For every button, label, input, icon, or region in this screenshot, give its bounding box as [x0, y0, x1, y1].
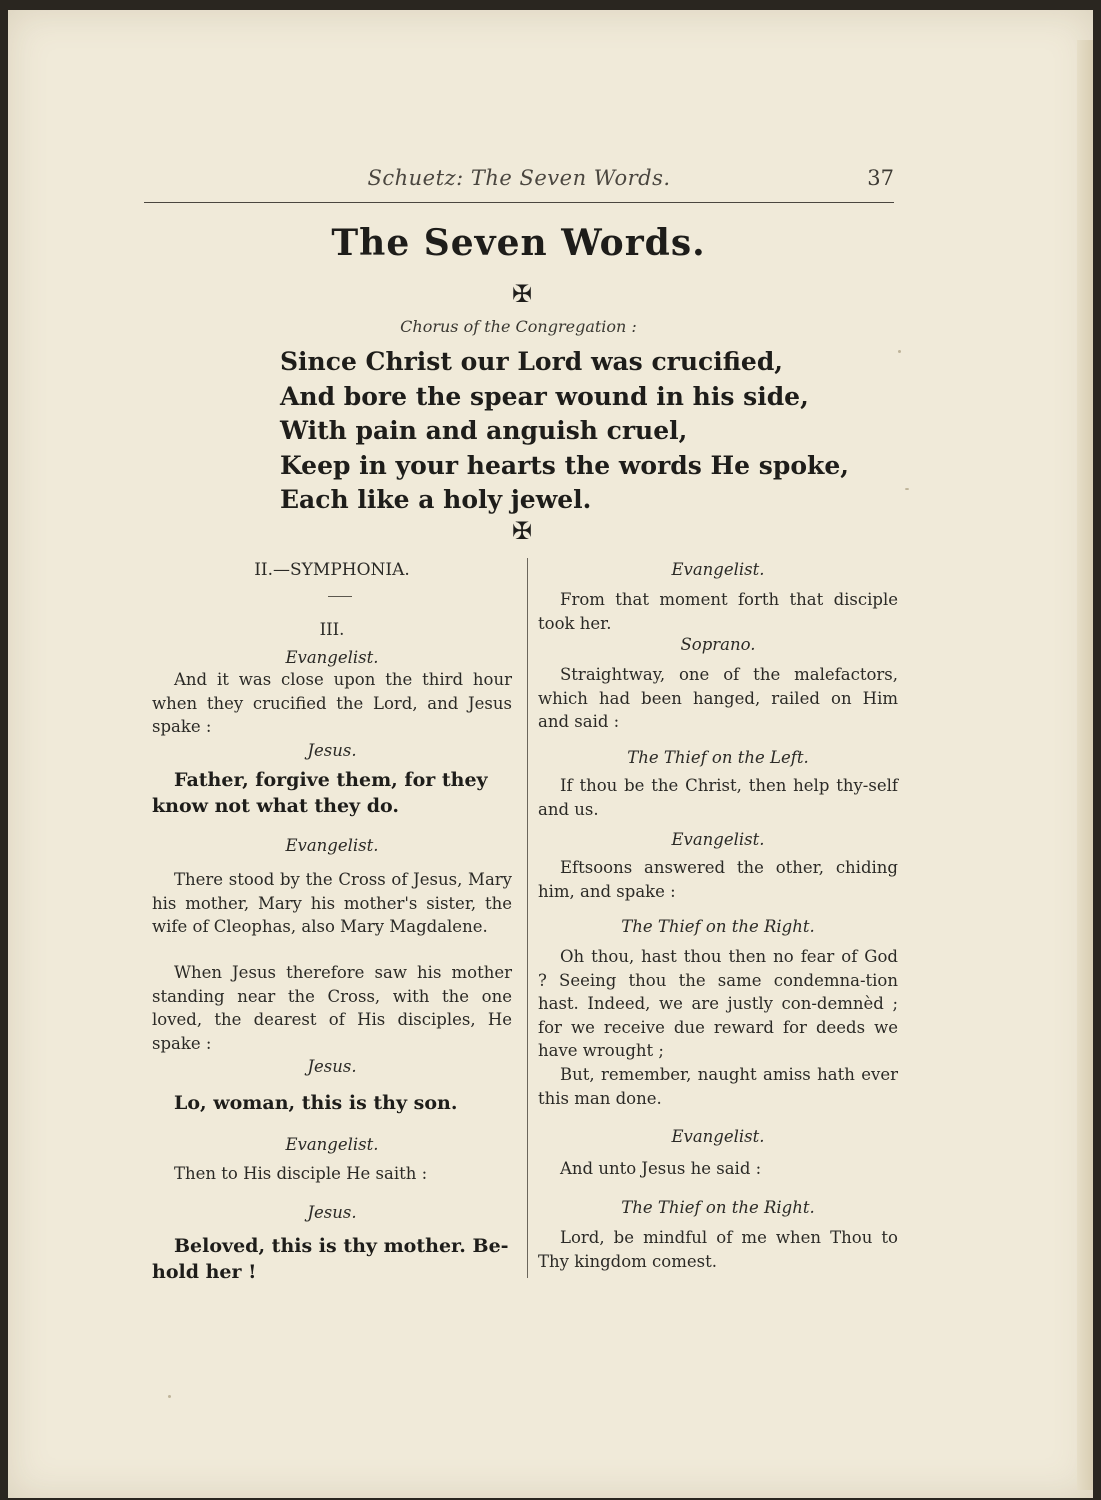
page-title: The Seven Words.	[331, 222, 706, 264]
passage-text: But, remember, naught amiss hath ever this man done.	[538, 1065, 898, 1108]
page-number: 37	[867, 166, 894, 190]
passage-text: Eftsoons answered the other, chiding him, and spake :	[538, 858, 898, 901]
page-edge	[1077, 40, 1093, 1490]
speaker-label: Evangelist.	[671, 830, 765, 849]
passage-text: Then to His disciple He saith :	[174, 1164, 428, 1183]
speaker-label: The Thief on the Right.	[621, 1198, 815, 1217]
cross-ornament-icon: ✠	[512, 517, 533, 545]
passage-text: And it was close upon the third hour when they crucified the Lord, and Jesus spake :	[152, 670, 512, 736]
passage-text: Oh thou, hast thou then no fear of God ? Seeing thou the same condemna-tion hast. Indeed, we are justly con-demnèd ; for we receive due reward for deeds we have wrought ;	[538, 947, 898, 1060]
passage-text: There stood by the Cross of Jesus, Mary his mother, Mary his mother's sister, the wife of Cleophas, also Mary Magdalene.	[152, 870, 512, 936]
passage-text: When Jesus therefore saw his mother standing near the Cross, with the one loved, the dearest of His disciples, He spake :	[152, 963, 512, 1053]
column-divider	[527, 558, 528, 1278]
chorus-verse	[280, 345, 880, 518]
running-head-title: Schuetz: The Seven Words.	[367, 166, 671, 190]
passage-text: From that moment forth that disciple took her.	[538, 590, 898, 633]
speaker-label: Evangelist.	[671, 1127, 765, 1146]
chorus-label: Chorus of the Congregation :	[400, 317, 637, 336]
speaker-label: Evangelist.	[285, 1135, 379, 1154]
speaker-label: The Thief on the Left.	[627, 748, 809, 767]
words-of-jesus: Lo, woman, this is thy son.	[174, 1092, 458, 1114]
paper-speck	[168, 1395, 171, 1398]
subsection-heading: III.	[319, 620, 345, 639]
passage-text: And unto Jesus he said :	[560, 1159, 762, 1178]
passage-text: Straightway, one of the malefactors, which had been hanged, railed on Him and said :	[538, 665, 898, 731]
chorus-line: And bore the spear wound in his side,	[280, 381, 809, 411]
speaker-label: Jesus.	[307, 1057, 357, 1076]
speaker-label: Jesus.	[307, 741, 357, 760]
speaker-label: The Thief on the Right.	[621, 917, 815, 936]
speaker-label: Evangelist.	[285, 836, 379, 855]
passage-text: Lord, be mindful of me when Thou to Thy kingdom comest.	[538, 1228, 898, 1271]
paper-speck	[905, 488, 909, 490]
chorus-line: Keep in your hearts the words He spoke,	[280, 450, 849, 480]
speaker-label: Evangelist.	[671, 560, 765, 579]
short-rule	[328, 596, 352, 597]
speaker-label: Evangelist.	[285, 648, 379, 667]
section-heading: II.—SYMPHONIA.	[254, 560, 410, 580]
speaker-label: Soprano.	[680, 635, 756, 654]
chorus-line: With pain and anguish cruel,	[280, 416, 688, 445]
words-of-jesus: Beloved, this is thy mother. Be-hold her !	[152, 1235, 509, 1283]
chorus-line: Since Christ our Lord was crucified,	[280, 347, 784, 376]
paper-speck	[898, 350, 901, 353]
book-page	[8, 10, 1093, 1498]
words-of-jesus: Father, forgive them, for they know not what they do.	[152, 769, 488, 817]
cross-ornament-icon: ✠	[512, 280, 533, 308]
running-head	[144, 158, 894, 203]
passage-text: If thou be the Christ, then help thy-self and us.	[538, 776, 898, 819]
speaker-label: Jesus.	[307, 1203, 357, 1222]
chorus-line: Each like a holy jewel.	[280, 485, 592, 514]
